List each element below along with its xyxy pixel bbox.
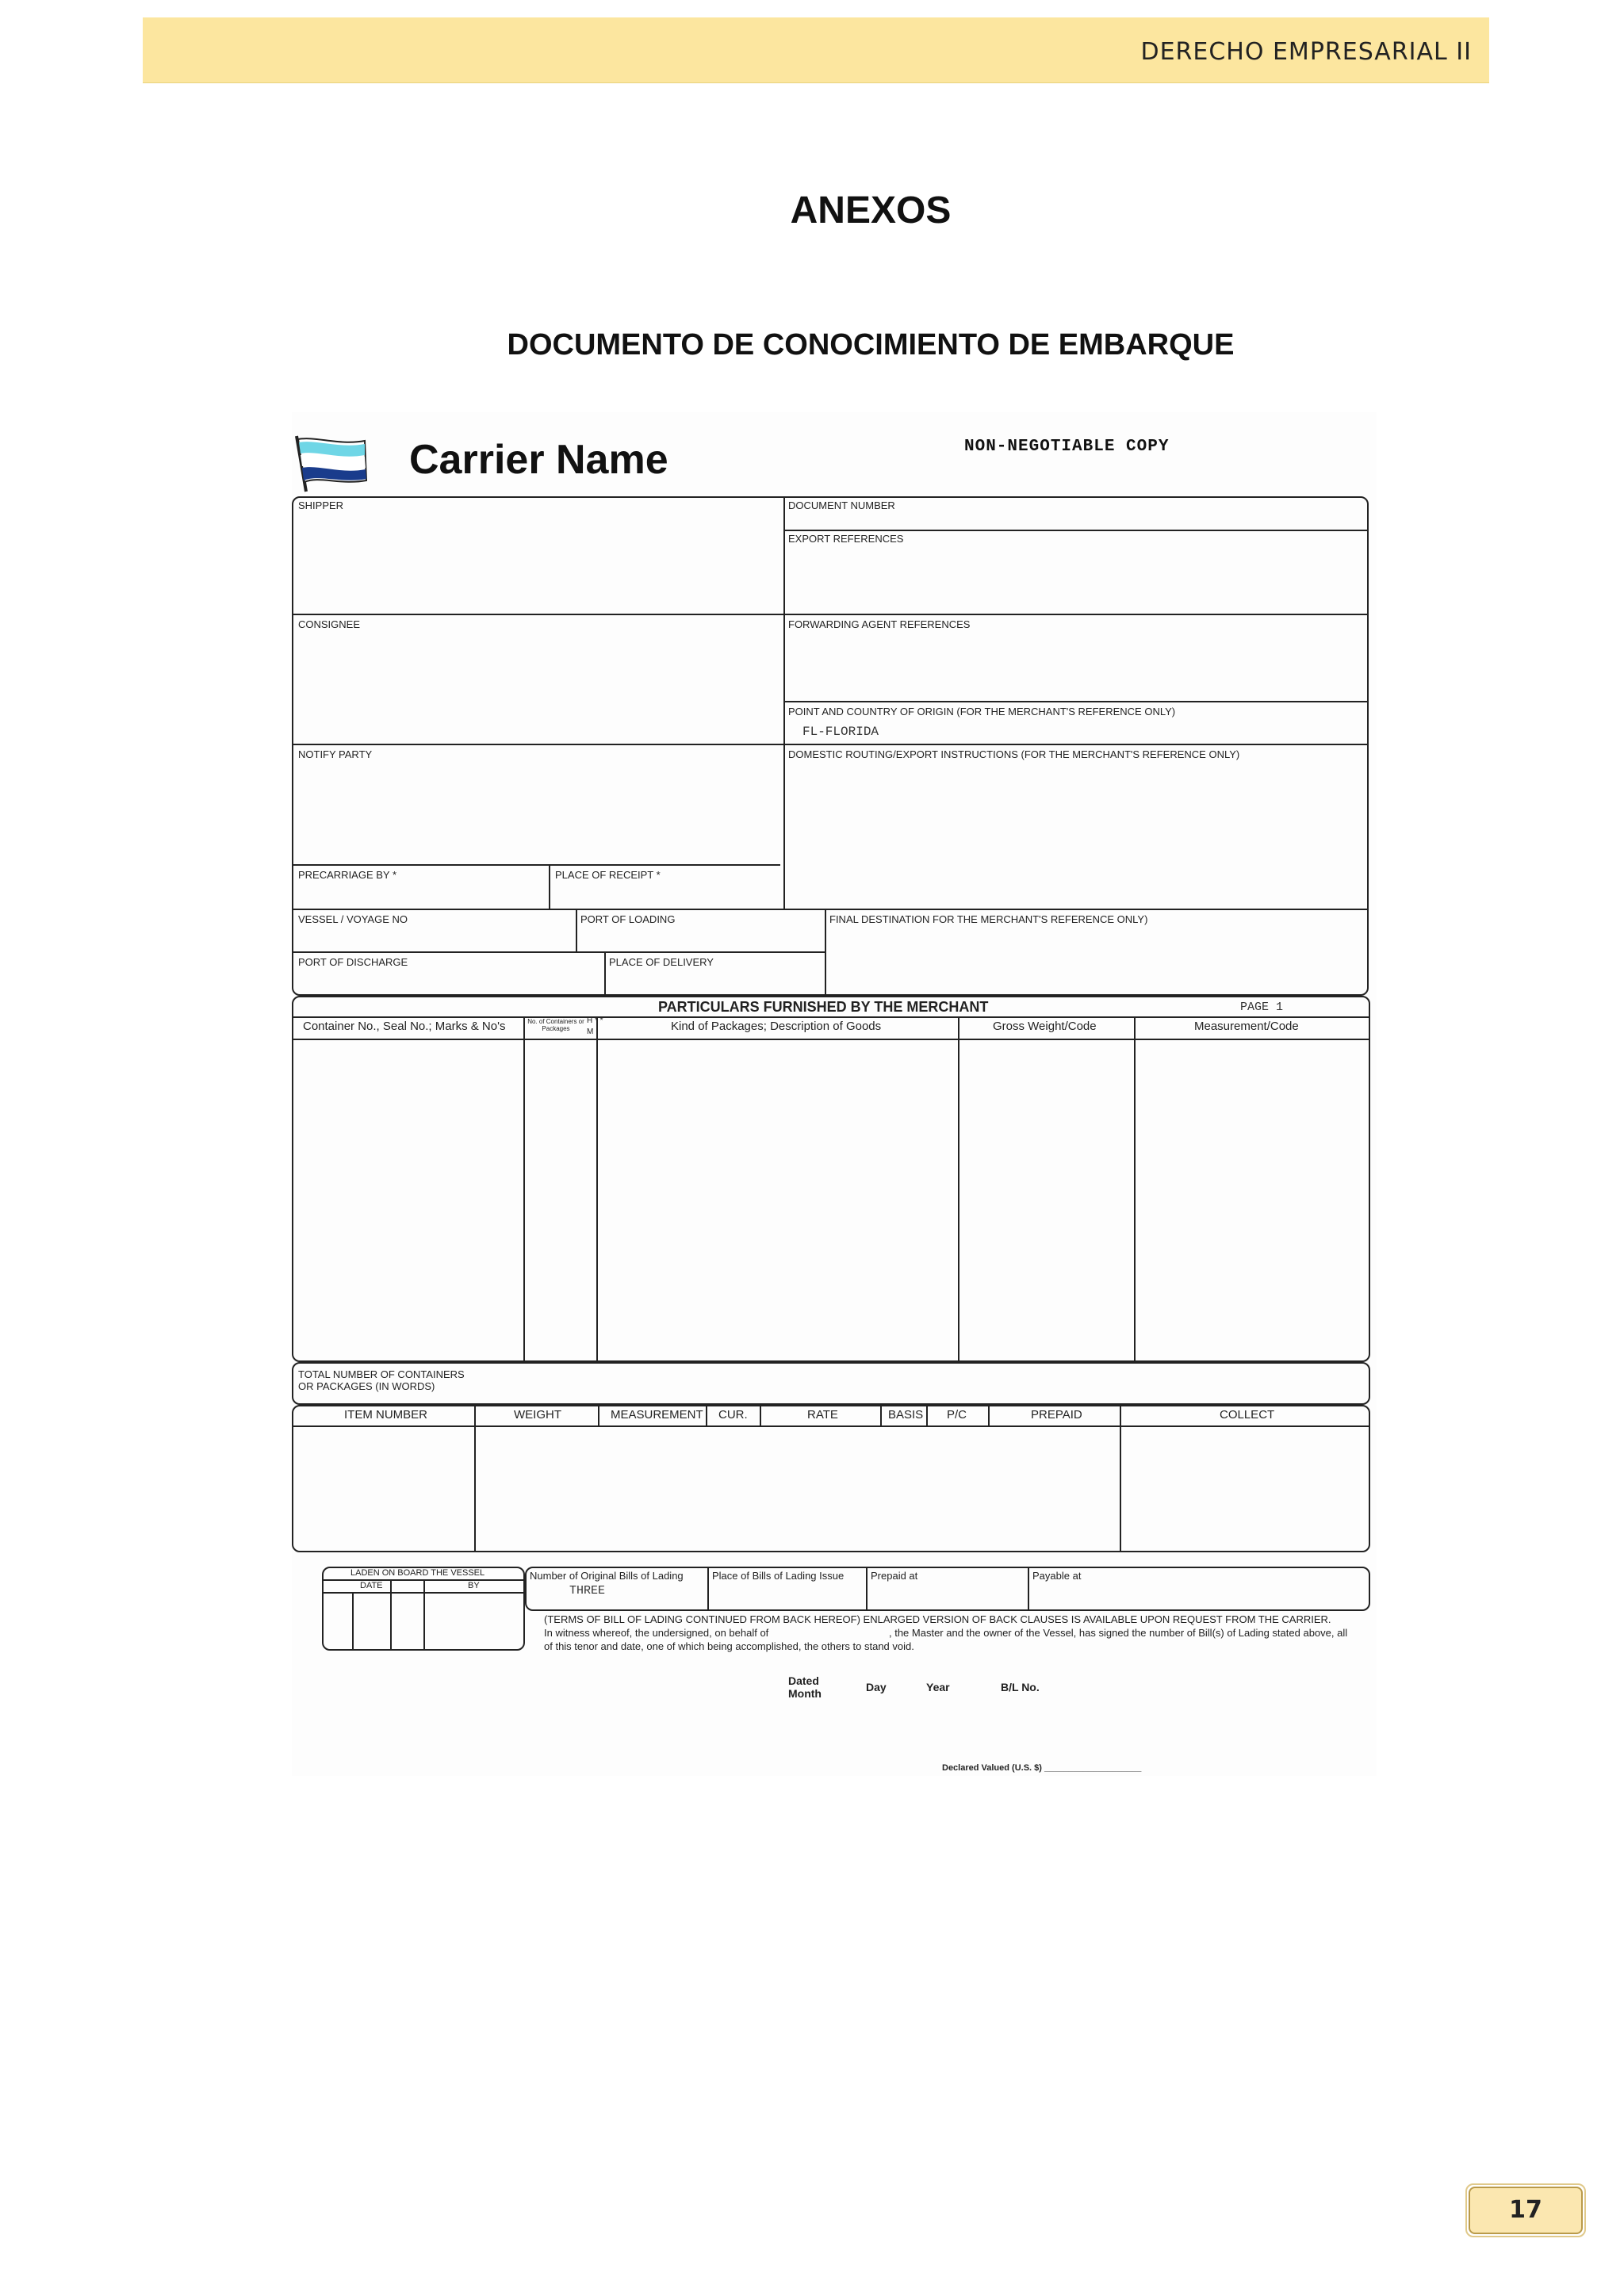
divider [576,909,577,951]
basis-header: BASIS [888,1408,924,1422]
divider [598,1405,599,1425]
prepaid-at-label: Prepaid at [871,1570,918,1582]
divider [706,1405,707,1425]
copy-type: NON-NEGOTIABLE COPY [964,438,1170,456]
particulars-title: PARTICULARS FURNISHED BY THE MERCHANT [658,999,989,1015]
divider [783,496,785,910]
month-label: Month [788,1687,822,1700]
particulars-block [292,996,1370,1362]
page-label: PAGE 1 [1240,1001,1284,1014]
vessel-label: VESSEL / VOYAGE NO [298,913,408,925]
shipper-label: SHIPPER [298,499,344,511]
col-hm: H * * [587,1016,603,1025]
document-number-label: DOCUMENT NUMBER [788,499,895,511]
col-gross: Gross Weight/Code [993,1020,1097,1033]
rate-header: RATE [807,1408,838,1422]
carrier-name: Carrier Name [409,437,668,483]
consignee-label: CONSIGNEE [298,618,361,630]
bill-of-lading-form [292,412,1377,1776]
notify-party-label: NOTIFY PARTY [298,748,373,760]
forwarding-agent-label: FORWARDING AGENT REFERENCES [788,618,971,630]
day-label: Day [866,1681,887,1693]
place-receipt-label: PLACE OF RECEIPT * [555,869,661,881]
precarriage-label: PRECARRIAGE BY * [298,869,397,881]
prepaid-header: PREPAID [1031,1408,1082,1422]
divider [760,1405,761,1425]
pc-header: P/C [947,1408,967,1422]
divider [1134,1016,1136,1362]
divider [292,614,1369,615]
laden-label: LADEN ON BOARD THE VESSEL [350,1568,485,1578]
divider [292,1039,1370,1040]
divider [1028,1567,1029,1611]
divider [292,951,825,953]
divider [988,1405,990,1425]
place-issue-label: Place of Bills of Lading Issue [712,1570,845,1582]
domestic-routing-label: DOMESTIC ROUTING/EXPORT INSTRUCTIONS (FOR THE MERCHANT'S REFERENCE ONLY) [788,748,1240,760]
divider [549,864,550,910]
col-kind: Kind of Packages; Description of Goods [671,1020,882,1033]
page-number-badge: 17 [1469,2187,1583,2234]
course-title: DERECHO EMPRESARIAL II [1140,38,1472,66]
point-origin-label: POINT AND COUNTRY OF ORIGIN (FOR THE MERCHANT'S REFERENCE ONLY) [788,706,1176,718]
total-containers-label: TOTAL NUMBER OF CONTAINERS [298,1368,465,1380]
page-title: ANEXOS [790,189,952,232]
export-references-label: EXPORT REFERENCES [788,533,904,545]
by-label: BY [468,1581,480,1590]
divider [880,1405,882,1425]
divider [292,1016,1370,1018]
col-measurement: Measurement/Code [1194,1020,1299,1033]
total-containers-label-2: OR PACKAGES (IN WORDS) [298,1380,435,1392]
weight-header: WEIGHT [514,1408,561,1422]
divider [1120,1405,1121,1552]
terms-line-2: In witness whereof, the undersigned, on behalf of , the Master and the owner of the Vessel, has signed the number of Bill(s) of Lading stated above, all [544,1627,1348,1639]
divider [423,1579,425,1651]
col-hm-2: M [587,1027,594,1036]
divider [352,1592,354,1651]
collect-header: COLLECT [1220,1408,1275,1422]
divider [292,909,1369,910]
divider [707,1567,709,1611]
divider [604,951,606,996]
bl-no-label: B/L No. [1001,1681,1040,1693]
divider [825,909,826,996]
divider [523,1016,525,1362]
num-original-label: Number of Original Bills of Lading [530,1570,684,1582]
port-discharge-label: PORT OF DISCHARGE [298,956,408,968]
divider [390,1579,392,1651]
terms-line-3: of this tenor and date, one of which being accomplished, the others to stand void. [544,1640,914,1652]
divider [783,530,1369,531]
measurement-header: MEASUREMENT [611,1408,703,1422]
dated-label: Dated [788,1674,819,1687]
divider [292,744,1369,745]
divider [474,1405,476,1552]
cur-header: CUR. [718,1408,748,1422]
divider [926,1405,928,1425]
flag-logo-icon [292,434,371,495]
divider [292,864,780,866]
terms-text [544,1613,1372,1653]
origin-value: FL-FLORIDA [802,725,879,739]
date-label: DATE [360,1581,383,1590]
header-band [143,17,1489,83]
divider [866,1567,868,1611]
declared-value-label: Declared Valued (U.S. $) ____________________ [942,1763,1142,1773]
num-original-value: THREE [569,1584,606,1598]
document-subtitle: DOCUMENTO DE CONOCIMIENTO DE EMBARQUE [507,328,1235,362]
divider [958,1016,959,1362]
divider [292,1425,1370,1427]
terms-line-1: (TERMS OF BILL OF LADING CONTINUED FROM BACK HEREOF) ENLARGED VERSION OF BACK CLAUSES IS AVAILABLE UPON REQUEST FROM THE CARRIER. [544,1613,1331,1625]
port-loading-label: PORT OF LOADING [580,913,676,925]
col-num-containers: No. of Containers or Packages [527,1018,584,1032]
payable-at-label: Payable at [1032,1570,1082,1582]
col-container: Container No., Seal No.; Marks & No's [303,1020,506,1033]
place-delivery-label: PLACE OF DELIVERY [609,956,714,968]
divider [596,1016,598,1362]
final-destination-label: FINAL DESTINATION FOR THE MERCHANT'S REFERENCE ONLY) [829,913,1148,925]
divider [783,701,1369,702]
year-label: Year [926,1681,950,1693]
item-number-header: ITEM NUMBER [344,1408,427,1422]
